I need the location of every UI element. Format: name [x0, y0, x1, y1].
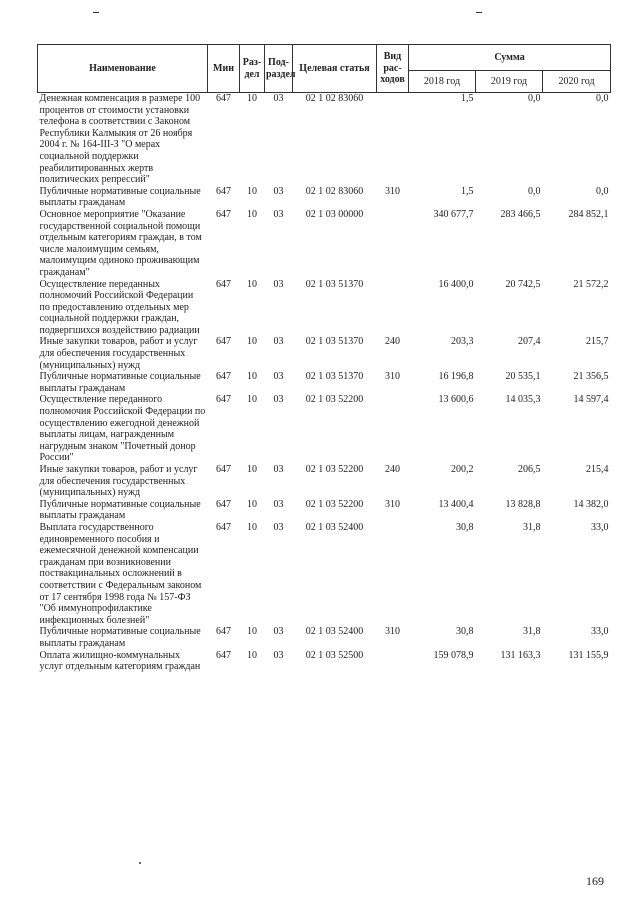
row-target: 02 1 03 51370: [305, 336, 364, 348]
header-vid: Вид рас-ходов: [377, 45, 409, 93]
row-podrazdel: 03: [273, 626, 284, 638]
row-2019: 207,4: [518, 336, 541, 348]
row-vid: 310: [385, 626, 400, 638]
row-2020: 14 382,0: [573, 498, 609, 510]
row-2020: 33,0: [591, 521, 609, 533]
row-razdel: 10: [247, 464, 257, 475]
row-target: 02 1 03 52400: [305, 521, 364, 533]
row-target: 02 1 03 52500: [305, 649, 364, 661]
row-2020: 284 852,1: [568, 208, 609, 220]
row-target: 02 1 02 83060: [305, 185, 364, 197]
row-2020: 0,0: [596, 185, 609, 197]
row-podrazdel: 03: [273, 521, 284, 533]
scan-dot: [139, 862, 141, 864]
row-target: 02 1 03 52200: [305, 464, 364, 475]
row-target: 02 1 03 51370: [305, 371, 364, 383]
row-target: 02 1 03 52200: [305, 394, 364, 406]
row-min: 647: [216, 464, 231, 475]
row-vid: 310: [385, 498, 400, 510]
header-target: Целевая статья: [293, 45, 377, 93]
table-row: [38, 279, 611, 337]
table-row: [38, 464, 611, 499]
row-razdel: 10: [247, 521, 257, 533]
row-vid: 240: [385, 464, 400, 475]
row-razdel: 10: [247, 649, 257, 661]
row-name: Иные закупки товаров, работ и услуг для обеспечения государственных (муниципальных) нужд: [39, 336, 198, 371]
row-min: 647: [216, 185, 231, 197]
row-min: 647: [216, 394, 231, 406]
row-min: 647: [216, 278, 231, 290]
row-2020: 21 572,2: [573, 278, 609, 290]
row-target: 02 1 03 00000: [305, 208, 364, 220]
row-2020: 215,7: [586, 336, 609, 348]
row-2018: 16 196,8: [438, 371, 474, 383]
row-vid: [377, 93, 409, 186]
row-razdel: 10: [247, 626, 257, 638]
table-row: [38, 93, 611, 186]
header-name: Наименование: [38, 45, 208, 93]
row-2018: 16 400,0: [438, 278, 474, 290]
table-row: [38, 371, 611, 394]
row-min: 647: [216, 626, 231, 638]
header-podrazdel: Под-раздел: [265, 45, 293, 93]
table-row: [38, 626, 611, 649]
row-2019: 0,0: [528, 185, 541, 197]
row-name: Оплата жилищно-коммунальных услуг отдельным категориям граждан: [39, 649, 201, 673]
row-podrazdel: 03: [273, 371, 284, 383]
row-razdel: 10: [247, 498, 257, 510]
row-podrazdel: 03: [273, 649, 284, 661]
row-vid: 240: [385, 336, 400, 348]
row-min: 647: [216, 93, 231, 104]
table-row: [38, 394, 611, 464]
row-podrazdel: 03: [273, 208, 284, 220]
row-2018: 159 078,9: [433, 649, 474, 661]
row-podrazdel: 03: [273, 278, 284, 290]
row-2018: 13 400,4: [438, 498, 474, 510]
table-row: [38, 522, 611, 626]
row-min: 647: [216, 371, 231, 383]
row-min: 647: [216, 649, 231, 661]
row-2020: 33,0: [591, 626, 609, 638]
row-name: Осуществление переданного полномочия Российской Федерации по осуществлению ежегодной денежной выплаты лицам, награжденным нагрудным знаком "Почетный донор России": [39, 394, 206, 464]
row-2019: 283 466,5: [500, 208, 541, 220]
row-2019: 206,5: [518, 464, 541, 475]
header-min: Мин: [208, 45, 240, 93]
row-podrazdel: 03: [273, 93, 284, 104]
row-2019: 13 828,8: [505, 498, 541, 510]
row-2018: 203,3: [451, 336, 474, 348]
row-name: Иные закупки товаров, работ и услуг для обеспечения государственных (муниципальных) нужд: [39, 464, 198, 499]
row-2018: 340 677,7: [433, 208, 474, 220]
table-row: [38, 209, 611, 279]
row-podrazdel: 03: [273, 336, 284, 348]
row-2018: 1,5: [461, 185, 474, 197]
budget-table: [37, 44, 611, 673]
row-2019: 131 163,3: [500, 649, 541, 661]
row-podrazdel: 03: [273, 185, 284, 197]
row-razdel: 10: [247, 185, 257, 197]
row-2019: 31,8: [523, 626, 541, 638]
row-name: Основное мероприятие "Оказание государственной социальной помощи отдельным категориям граждан, в том числе малоимущим семьям, малоимущим одиноко проживающим гражданам": [39, 208, 202, 278]
header-sum: Сумма: [409, 45, 611, 71]
row-vid: [377, 394, 409, 464]
row-name: Публичные нормативные социальные выплаты гражданам: [39, 185, 201, 209]
row-2018: 30,8: [456, 626, 474, 638]
row-vid: [377, 209, 409, 279]
row-2018: 1,5: [461, 93, 474, 104]
row-name: Денежная компенсация в размере 100 процентов от стоимости установки телефона в соответствии с Законом Республики Калмыкия от 26 ноября 2004 г. № 164-III-З "О мерах социальной поддержки реабилитированных жертв политических репрессий": [39, 93, 201, 186]
row-razdel: 10: [247, 394, 257, 406]
header-razdel: Раз-дел: [240, 45, 265, 93]
row-2020: 0,0: [596, 93, 609, 104]
row-razdel: 10: [247, 208, 257, 220]
header-2020: 2020 год: [543, 71, 611, 93]
header-2019: 2019 год: [476, 71, 543, 93]
row-razdel: 10: [247, 93, 257, 104]
row-2018: 30,8: [456, 521, 474, 533]
row-podrazdel: 03: [273, 464, 284, 475]
header-2018: 2018 год: [409, 71, 476, 93]
row-target: 02 1 03 51370: [305, 278, 364, 290]
row-2019: 31,8: [523, 521, 541, 533]
row-2020: 14 597,4: [573, 394, 609, 406]
table-row: [38, 336, 611, 371]
row-vid: [377, 522, 409, 626]
row-2019: 20 742,5: [505, 278, 541, 290]
row-2020: 21 356,5: [573, 371, 609, 383]
row-name: Выплата государственного единовременного пособия и ежемесячной денежной компенсации гражданам при возникновении поствакцинальных осложнений в соответствии с Федеральным законом от 17 сентября 1998 года № 157-ФЗ "Об иммунопрофилактике инфекционных болезней": [39, 521, 202, 626]
row-target: 02 1 02 83060: [305, 93, 364, 104]
row-min: 647: [216, 208, 231, 220]
row-2019: 14 035,3: [505, 394, 541, 406]
row-name: Осуществление переданных полномочий Российской Федерации по предоставлению отдельных мер социальной поддержки граждан, подвергшихся воздействию радиации: [39, 278, 200, 336]
top-mark-right: [476, 12, 482, 13]
row-razdel: 10: [247, 371, 257, 383]
row-vid: [377, 279, 409, 337]
row-min: 647: [216, 521, 231, 533]
page-number: 169: [586, 874, 604, 888]
row-2020: 215,4: [586, 464, 609, 475]
row-2019: 20 535,1: [505, 371, 541, 383]
row-name: Публичные нормативные социальные выплаты гражданам: [39, 498, 201, 522]
row-vid: [377, 650, 409, 673]
top-mark-left: [93, 12, 99, 13]
table-row: [38, 650, 611, 673]
table-row: [38, 186, 611, 209]
row-2018: 200,2: [451, 464, 474, 475]
row-razdel: 10: [247, 336, 257, 348]
row-podrazdel: 03: [273, 498, 284, 510]
row-target: 02 1 03 52400: [305, 626, 364, 638]
row-target: 02 1 03 52200: [305, 498, 364, 510]
row-vid: 310: [385, 185, 400, 197]
row-podrazdel: 03: [273, 394, 284, 406]
table-row: [38, 499, 611, 522]
row-2018: 13 600,6: [438, 394, 474, 406]
row-min: 647: [216, 498, 231, 510]
row-name: Публичные нормативные социальные выплаты гражданам: [39, 626, 201, 649]
row-min: 647: [216, 336, 231, 348]
row-vid: 310: [385, 371, 400, 383]
row-2020: 131 155,9: [568, 649, 609, 661]
row-razdel: 10: [247, 278, 257, 290]
row-2019: 0,0: [528, 93, 541, 104]
row-name: Публичные нормативные социальные выплаты гражданам: [39, 371, 201, 394]
